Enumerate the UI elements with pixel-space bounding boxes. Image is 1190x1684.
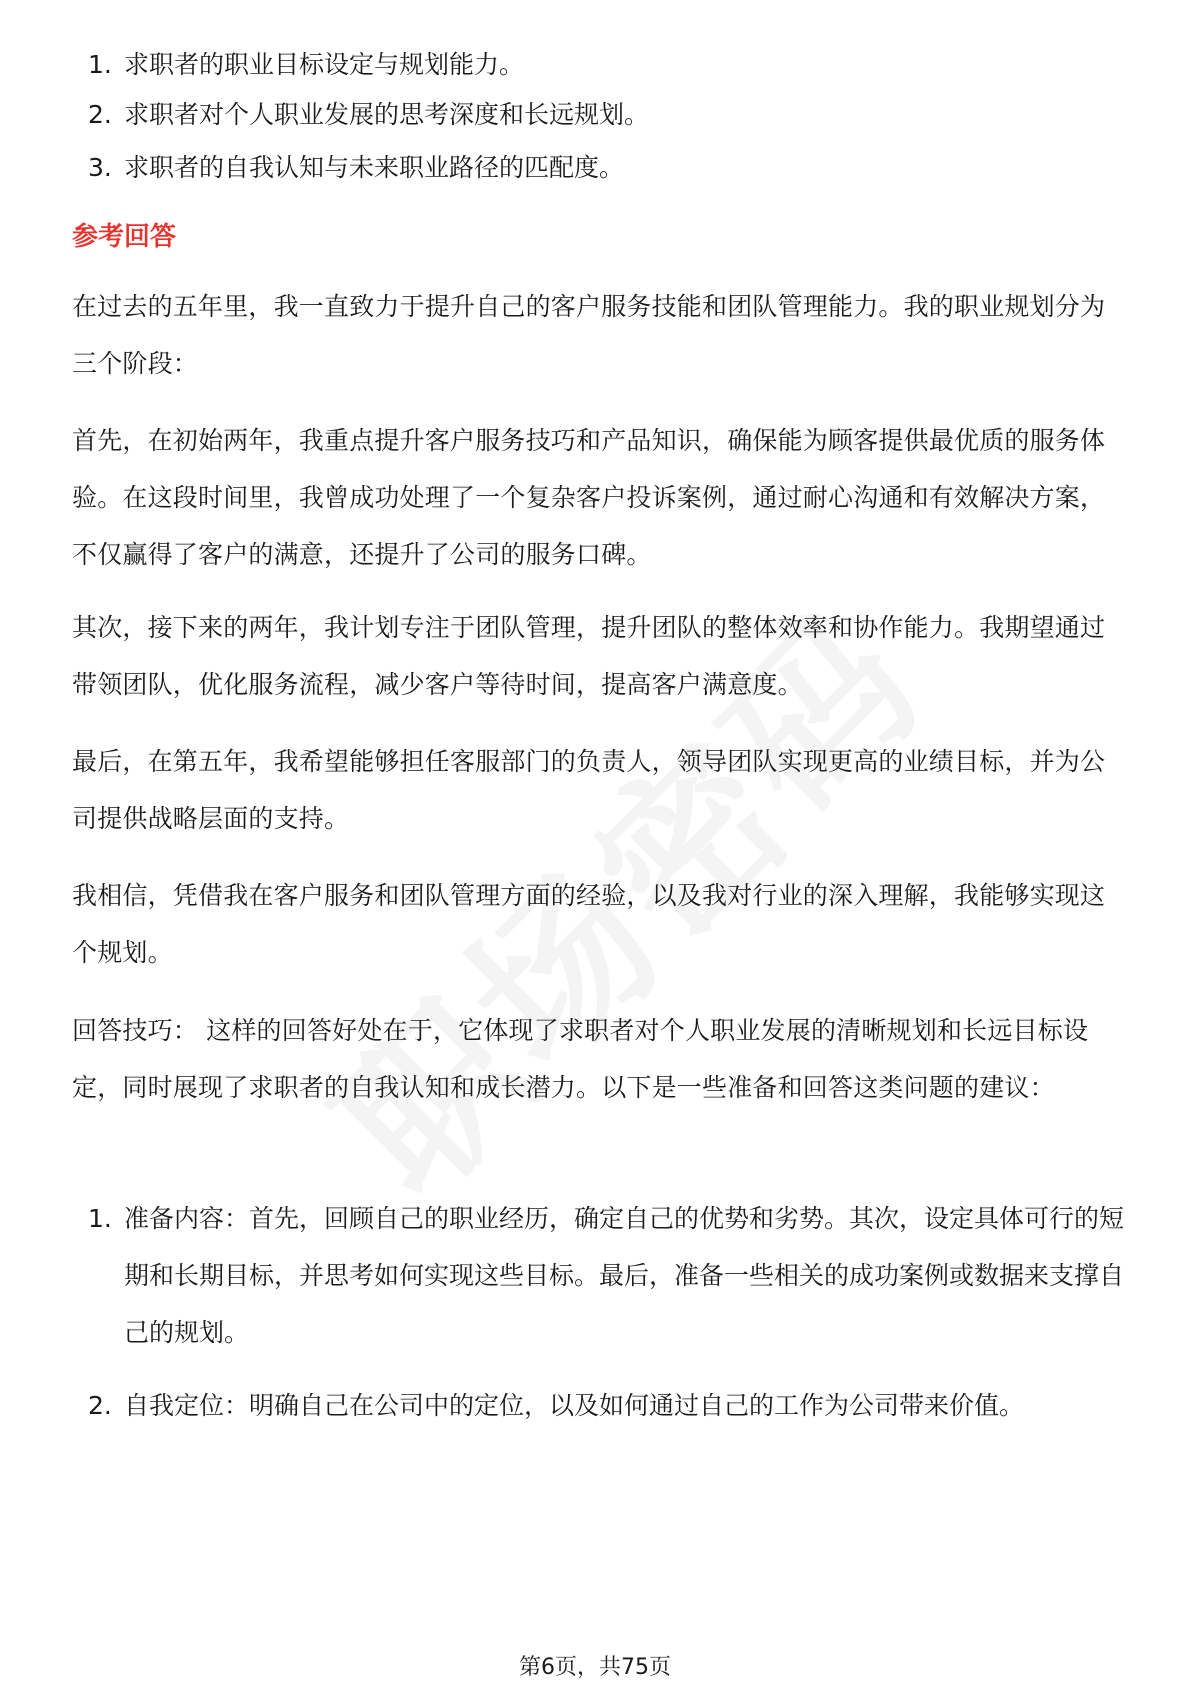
list-text: 求职者对个人职业发展的思考深度和长远规划。	[124, 100, 650, 129]
list-text: 求职者的职业目标设定与规划能力。	[124, 50, 525, 79]
list-number: 1.	[88, 1204, 112, 1233]
list-number: 2.	[88, 1391, 112, 1420]
section-heading: 参考回答	[72, 222, 177, 252]
list-number: 3.	[88, 153, 112, 182]
paragraph-tips-intro: 回答技巧： 这样的回答好处在于，它体现了求职者对个人职业发展的清晰规划和长远目标设定，同时展现了求职者的自我认知和成长潜力。以下是一些准备和回答这类问题的建议：	[72, 1016, 1089, 1102]
paragraph-first-stage: 首先，在初始两年，我重点提升客户服务技巧和产品知识，确保能为顾客提供最优质的服务体验。在这段时间里，我曾成功处理了一个复杂客户投诉案例，通过耐心沟通和有效解决方案，不仅赢得了客户的满意，还提升了公司的服务口碑。	[72, 426, 1106, 569]
paragraph-final-stage: 最后，在第五年，我希望能够担任客服部门的负责人，领导团队实现更高的业绩目标，并为公司提供战略层面的支持。	[72, 747, 1106, 833]
page-footer: 第6页，共75页	[519, 1655, 671, 1680]
list-text: 准备内容：首先，回顾自己的职业经历，确定自己的优势和劣势。其次，设定具体可行的短期和长期目标，并思考如何实现这些目标。最后，准备一些相关的成功案例或数据来支撑自己的规划。	[124, 1204, 1125, 1347]
paragraph-second-stage: 其次，接下来的两年，我计划专注于团队管理，提升团队的整体效率和协作能力。我期望通过带领团队，优化服务流程，减少客户等待时间，提高客户满意度。	[72, 613, 1106, 699]
list-text: 求职者的自我认知与未来职业路径的匹配度。	[124, 153, 625, 182]
list-text: 自我定位：明确自己在公司中的定位，以及如何通过自己的工作为公司带来价值。	[124, 1391, 1025, 1420]
paragraph-conclusion: 我相信，凭借我在客户服务和团队管理方面的经验，以及我对行业的深入理解，我能够实现这个规划。	[72, 881, 1106, 967]
list-number: 1.	[88, 50, 112, 79]
list-number: 2.	[88, 100, 112, 129]
paragraph-intro: 在过去的五年里，我一直致力于提升自己的客户服务技能和团队管理能力。我的职业规划分为三个阶段：	[72, 292, 1106, 378]
